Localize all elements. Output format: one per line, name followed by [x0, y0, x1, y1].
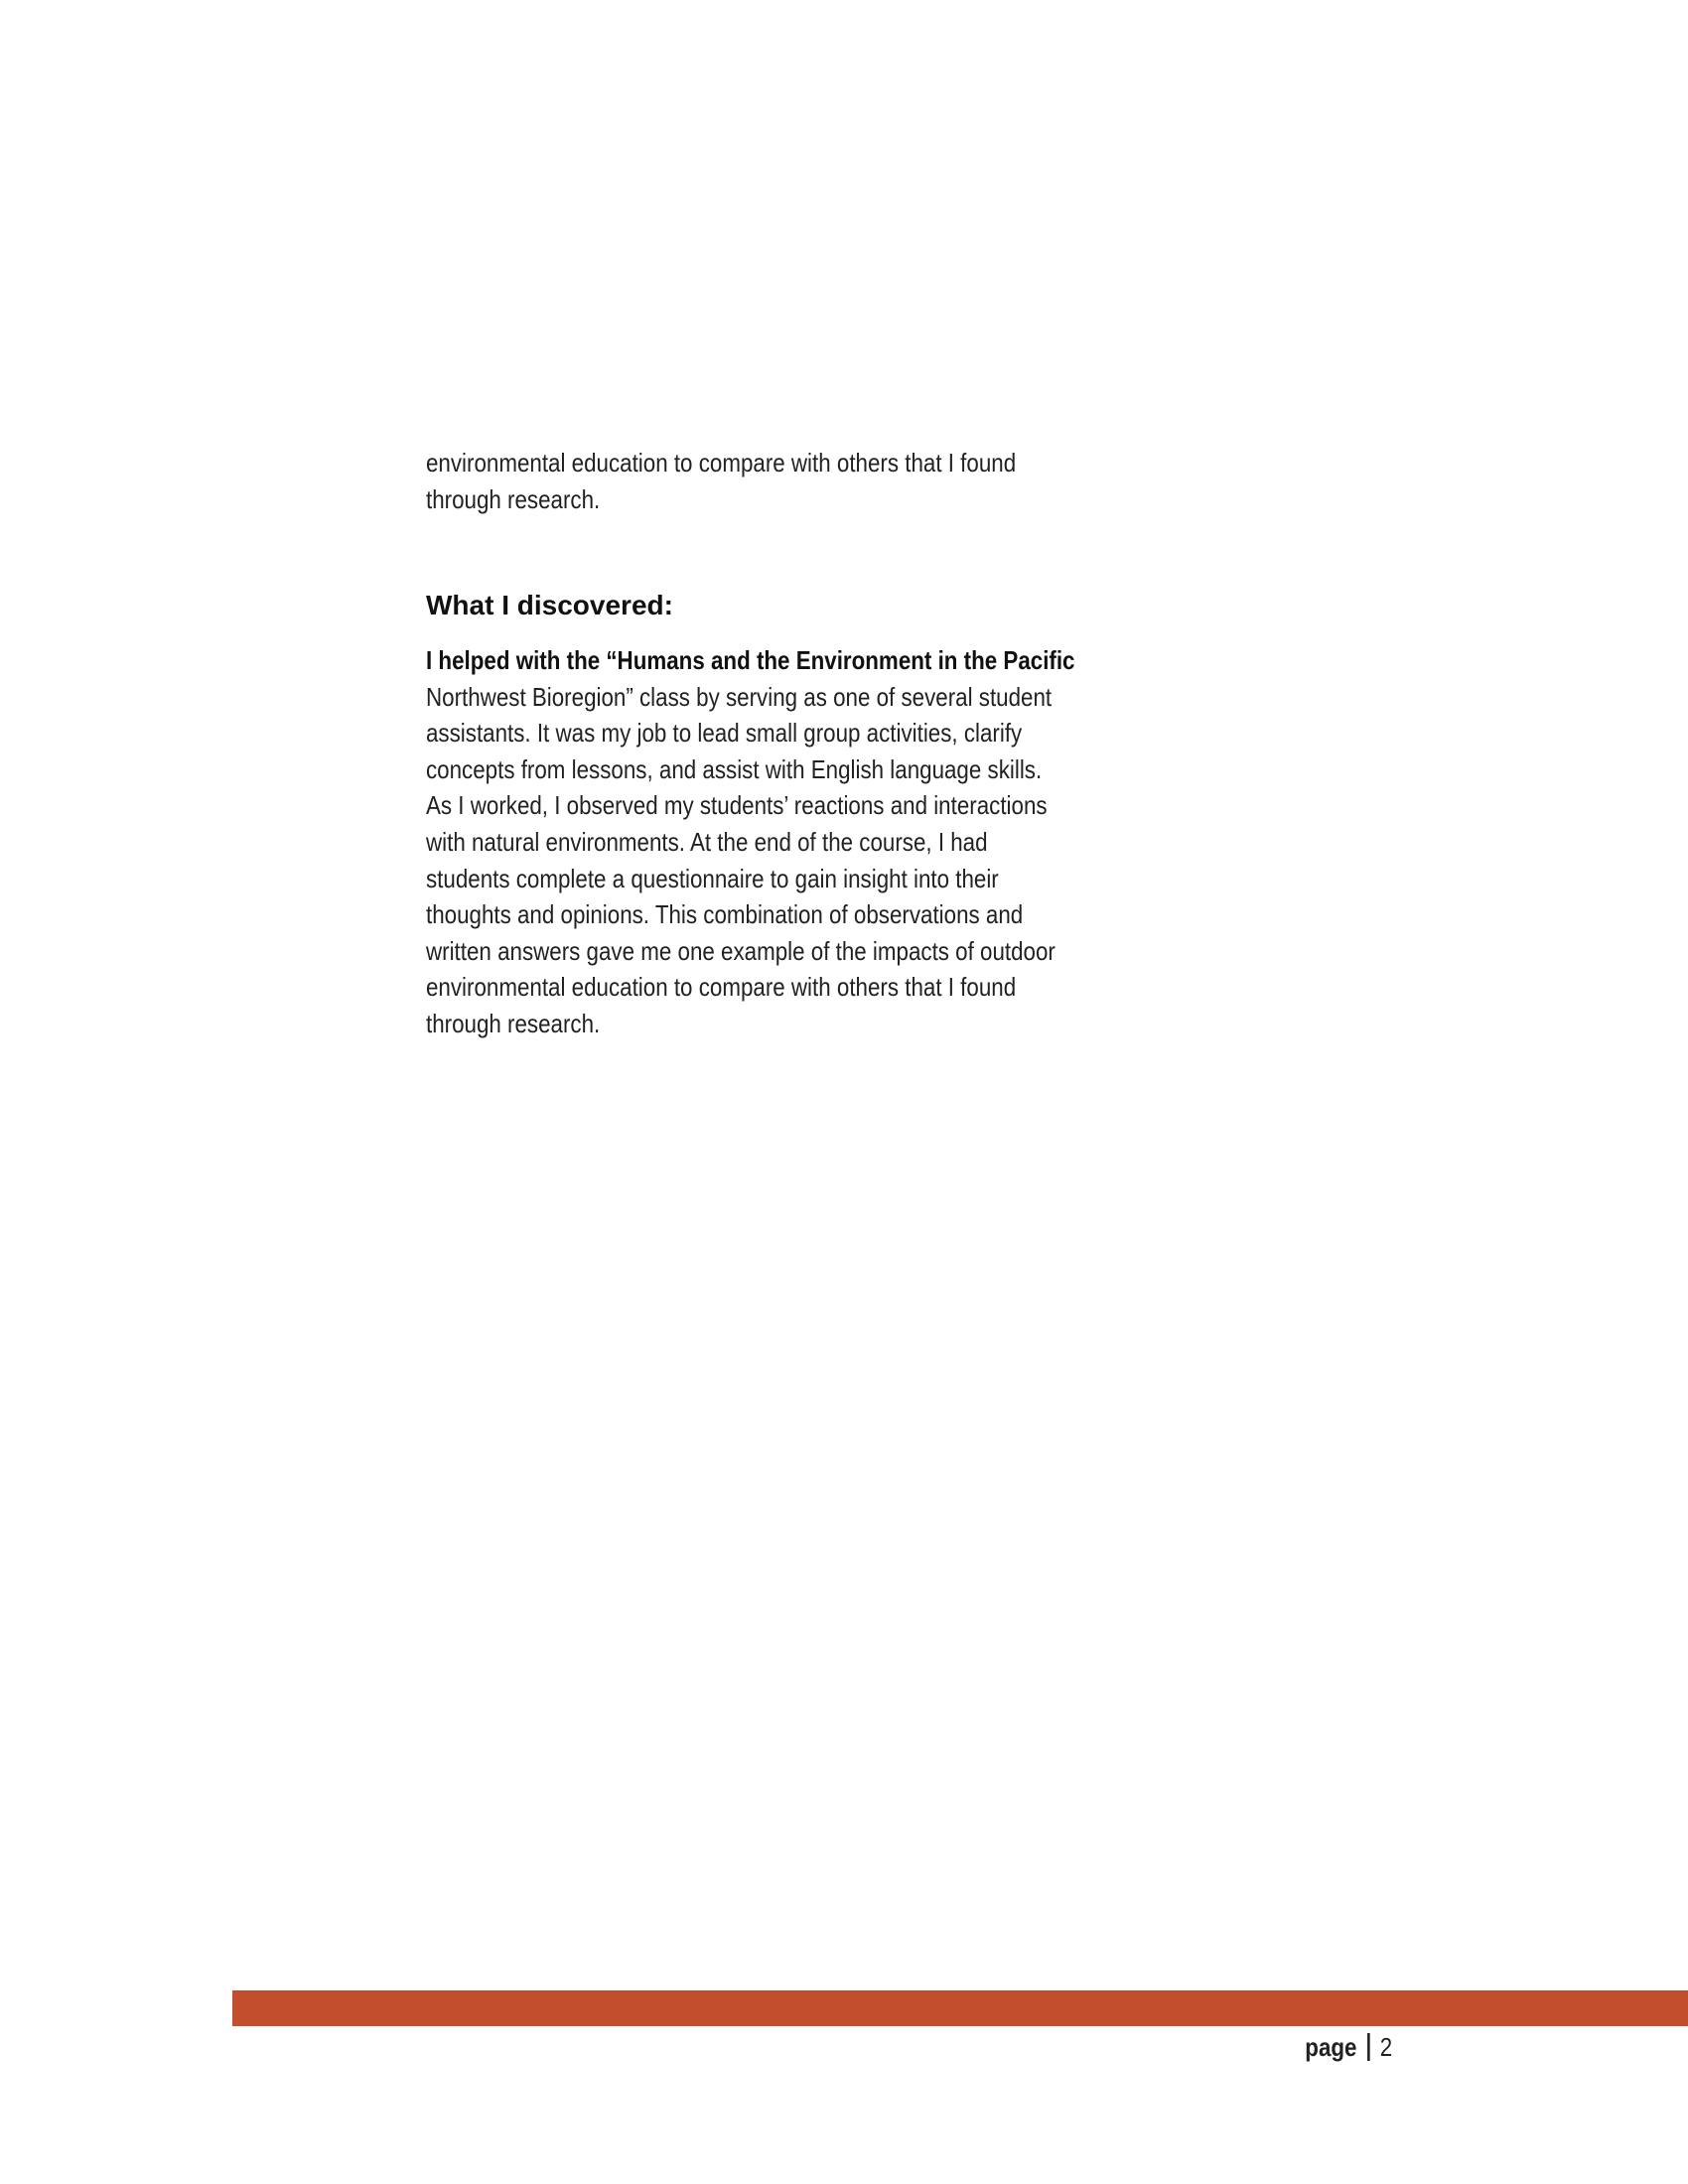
continuation-paragraph [426, 445, 1041, 517]
page-separator [1367, 2033, 1370, 2061]
paragraph-line: As I worked, I observed my students’ reactions and interactions [426, 790, 1048, 821]
footer-accent-bar [232, 1990, 1688, 2026]
paragraph-line: I helped with the “Humans and the Environment in the Pacific [426, 645, 1075, 675]
paragraph-line: thoughts and opinions. This combination of observations and [426, 899, 1024, 930]
paragraph-line: through research. [426, 1008, 601, 1038]
page-number [1305, 2032, 1392, 2063]
paragraph-line: concepts from lessons, and assist with English language skills. [426, 753, 1043, 784]
paragraph-line: students complete a questionnaire to gain insight into their [426, 863, 999, 893]
paragraph-line: Northwest Bioregion” class by serving as one of several student [426, 681, 1053, 712]
paragraph-line: environmental education to compare with others that I found [426, 448, 1017, 478]
section-paragraph [426, 642, 1075, 1042]
paragraph-line: written answers gave me one example of the impacts of outdoor [426, 935, 1055, 966]
page-number-value: 2 [1379, 2032, 1392, 2062]
paragraph-line: with natural environments. At the end of the course, I had [426, 826, 988, 857]
paragraph-line: assistants. It was my job to lead small group activities, clarify [426, 718, 1023, 749]
paragraph-line: through research. [426, 483, 601, 514]
page-label: page [1305, 2032, 1357, 2062]
paragraph-line: environmental education to compare with others that I found [426, 972, 1017, 1003]
section-heading: What I discovered: [426, 590, 673, 620]
